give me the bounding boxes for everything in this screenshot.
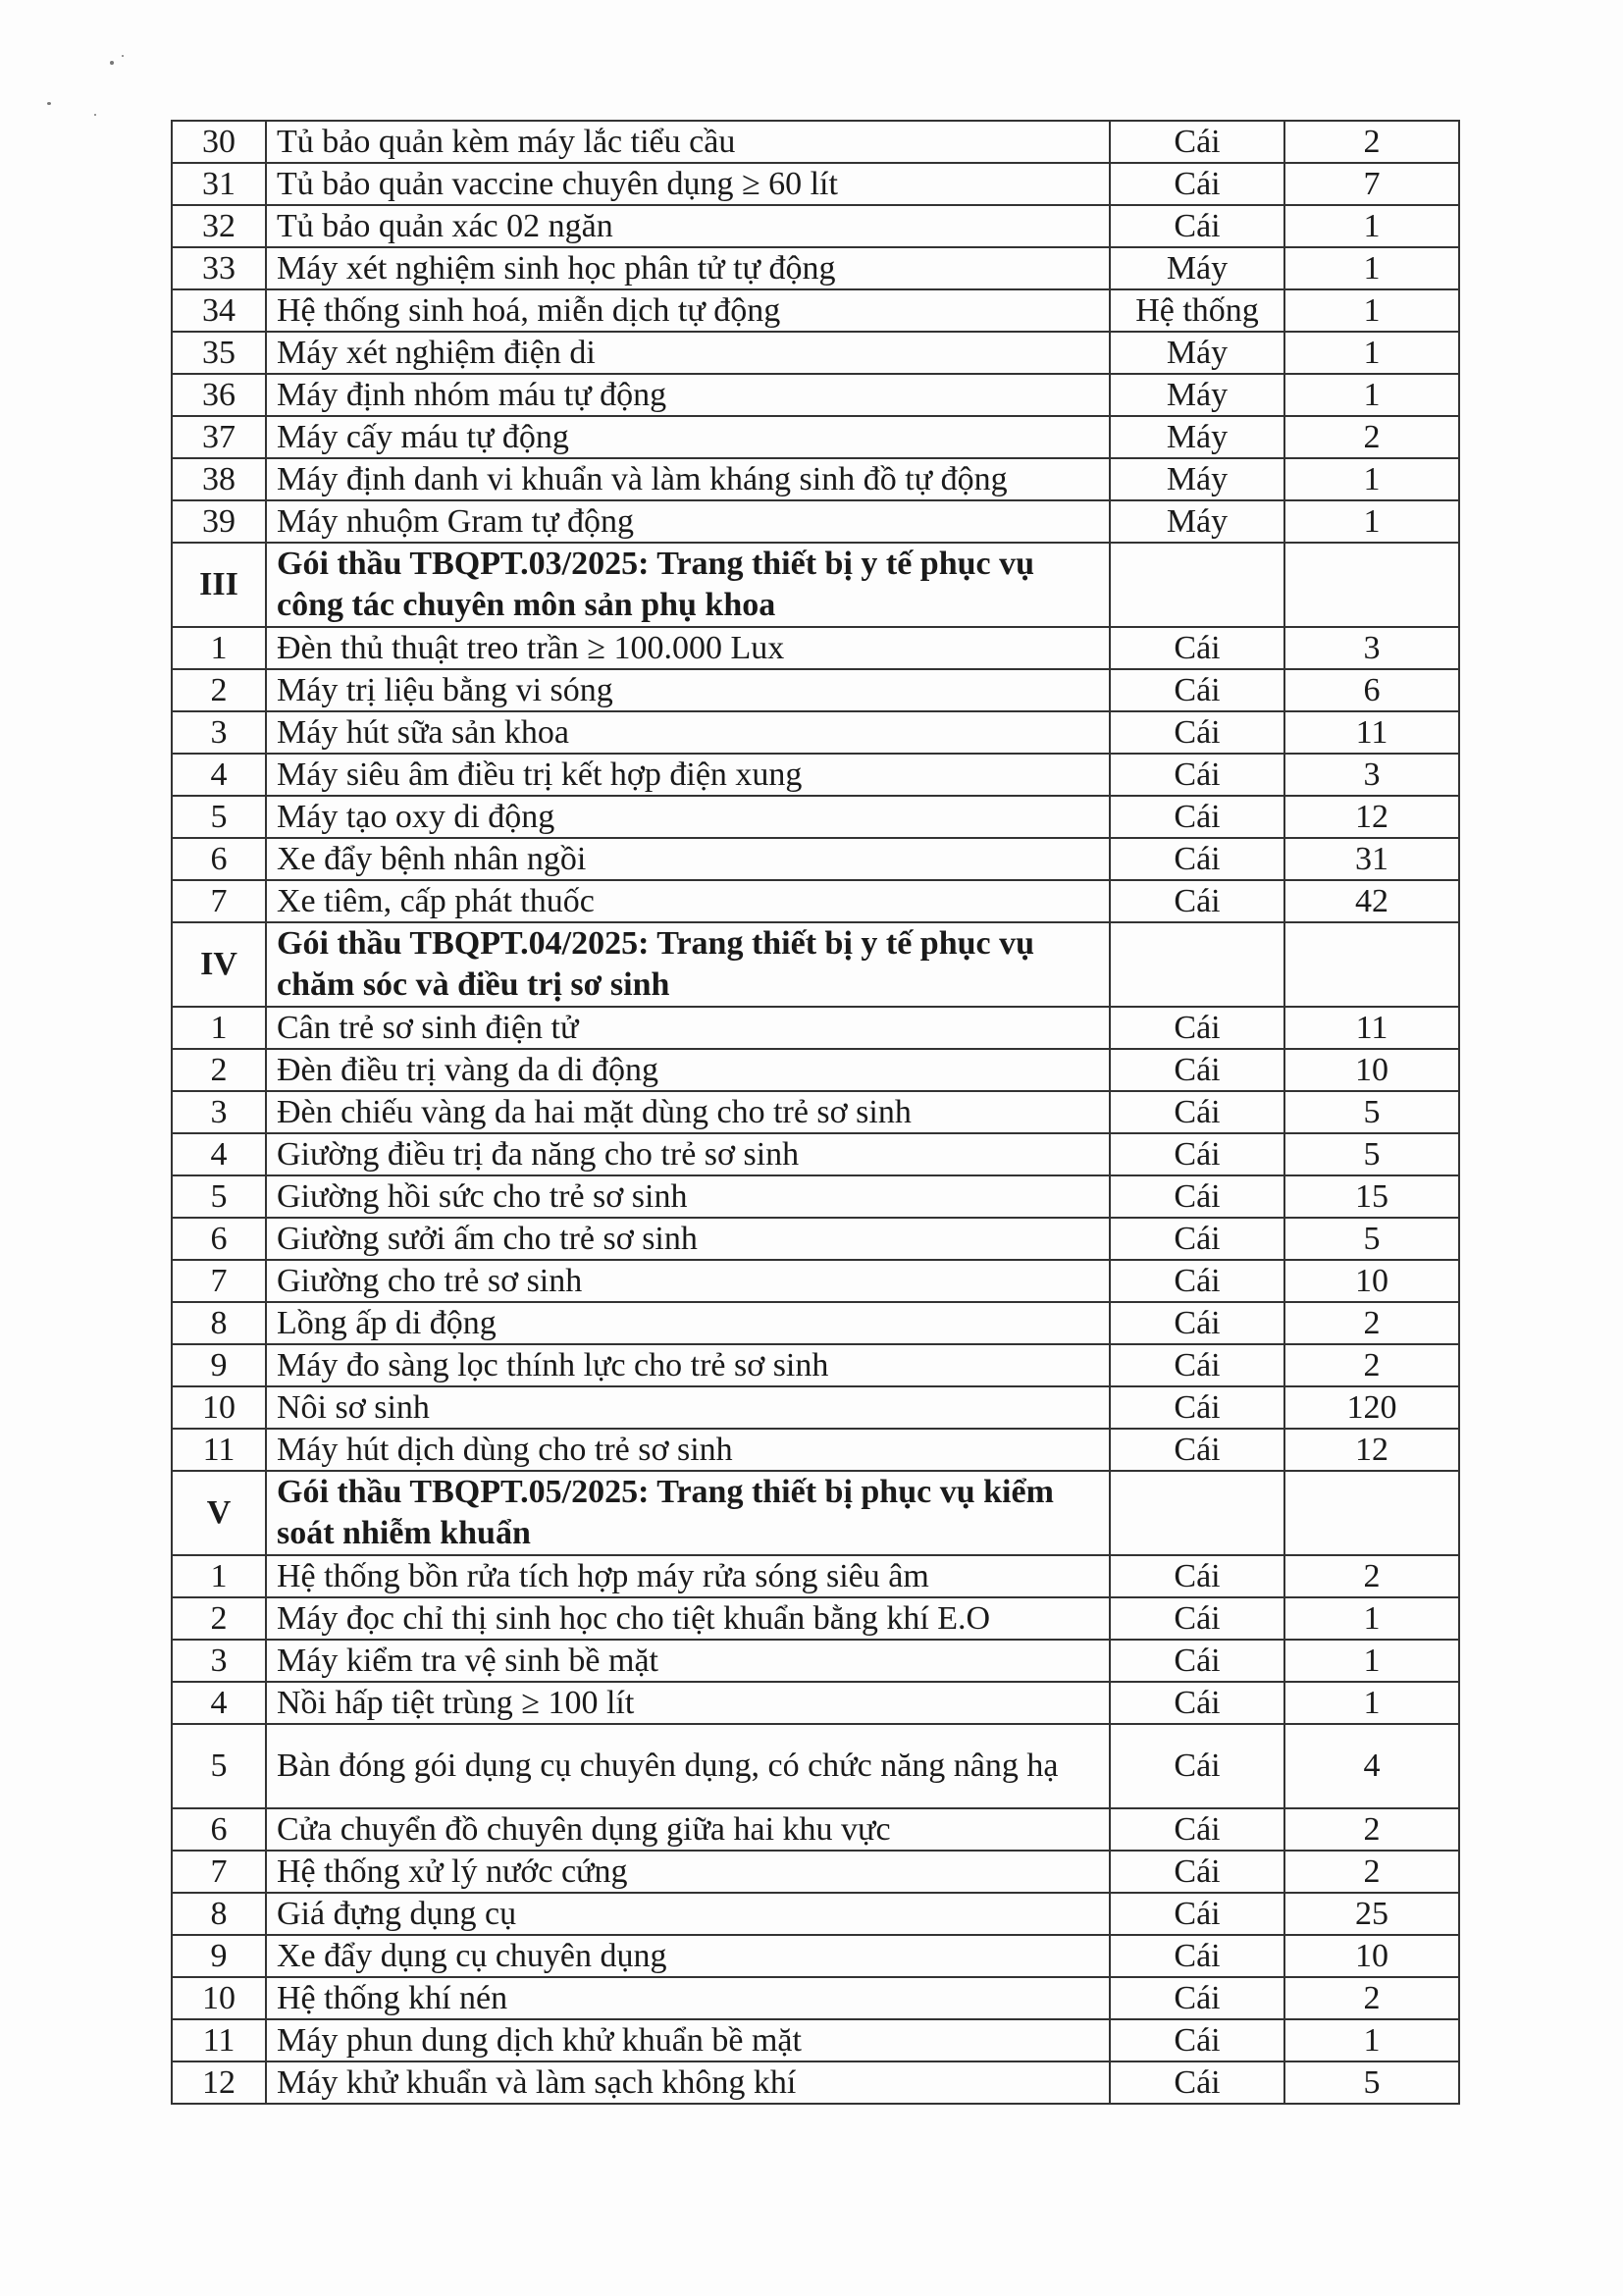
row-number: 4	[172, 1682, 266, 1724]
item-unit: Cái	[1110, 1893, 1284, 1935]
table-row	[172, 1555, 1459, 1597]
table-row	[172, 1260, 1459, 1302]
item-name: Hệ thống xử lý nước cứng	[266, 1851, 1110, 1893]
row-number: 5	[172, 796, 266, 838]
item-unit: Máy	[1110, 332, 1284, 374]
table-row	[172, 247, 1459, 289]
item-unit: Cái	[1110, 1175, 1284, 1218]
item-unit: Cái	[1110, 1724, 1284, 1808]
item-unit: Cái	[1110, 1429, 1284, 1471]
row-number: 4	[172, 1133, 266, 1175]
item-name: Giường cho trẻ sơ sinh	[266, 1260, 1110, 1302]
item-name: Máy định nhóm máu tự động	[266, 374, 1110, 416]
item-quantity: 1	[1284, 500, 1459, 543]
table-row	[172, 458, 1459, 500]
item-unit: Cái	[1110, 1260, 1284, 1302]
table-row	[172, 289, 1459, 332]
section-header-row	[172, 1471, 1459, 1555]
table-row	[172, 1893, 1459, 1935]
item-name: Lồng ấp di động	[266, 1302, 1110, 1344]
item-quantity: 5	[1284, 1091, 1459, 1133]
item-name: Giá đựng dụng cụ	[266, 1893, 1110, 1935]
item-name: Máy hút sữa sản khoa	[266, 711, 1110, 754]
item-unit: Cái	[1110, 1049, 1284, 1091]
row-number: 32	[172, 205, 266, 247]
item-unit: Cái	[1110, 1344, 1284, 1386]
item-name: Máy khử khuẩn và làm sạch không khí	[266, 2061, 1110, 2104]
table-row	[172, 1640, 1459, 1682]
item-quantity: 2	[1284, 1555, 1459, 1597]
item-quantity: 2	[1284, 1977, 1459, 2019]
item-unit: Cái	[1110, 2061, 1284, 2104]
item-unit: Cái	[1110, 1386, 1284, 1429]
item-quantity: 12	[1284, 796, 1459, 838]
row-number: 9	[172, 1935, 266, 1977]
row-number: 1	[172, 627, 266, 669]
item-quantity: 3	[1284, 627, 1459, 669]
item-unit: Cái	[1110, 1302, 1284, 1344]
table-row	[172, 1429, 1459, 1471]
item-name: Đèn thủ thuật treo trần ≥ 100.000 Lux	[266, 627, 1110, 669]
scan-speck	[47, 102, 51, 105]
item-name: Giường điều trị đa năng cho trẻ sơ sinh	[266, 1133, 1110, 1175]
item-name: Đèn chiếu vàng da hai mặt dùng cho trẻ sơ sinh	[266, 1091, 1110, 1133]
row-number: 5	[172, 1175, 266, 1218]
table-row	[172, 1935, 1459, 1977]
table-row	[172, 2061, 1459, 2104]
item-quantity: 6	[1284, 669, 1459, 711]
item-quantity: 1	[1284, 205, 1459, 247]
row-number: 11	[172, 1429, 266, 1471]
row-number: 5	[172, 1724, 266, 1808]
item-unit	[1110, 543, 1284, 627]
row-number: 3	[172, 1640, 266, 1682]
row-number: 6	[172, 838, 266, 880]
item-name: Gói thầu TBQPT.03/2025: Trang thiết bị y tế phục vụ công tác chuyên môn sản phụ khoa	[266, 543, 1110, 627]
item-quantity: 1	[1284, 247, 1459, 289]
item-unit: Cái	[1110, 1133, 1284, 1175]
item-quantity: 42	[1284, 880, 1459, 922]
item-name: Máy nhuộm Gram tự động	[266, 500, 1110, 543]
item-unit: Cái	[1110, 1597, 1284, 1640]
item-quantity	[1284, 543, 1459, 627]
item-unit: Cái	[1110, 1218, 1284, 1260]
row-number: 7	[172, 1260, 266, 1302]
item-unit: Máy	[1110, 247, 1284, 289]
table-row	[172, 500, 1459, 543]
item-unit: Máy	[1110, 500, 1284, 543]
item-quantity: 2	[1284, 416, 1459, 458]
row-number: 2	[172, 1597, 266, 1640]
table-row	[172, 1977, 1459, 2019]
item-quantity: 11	[1284, 1007, 1459, 1049]
table-row	[172, 163, 1459, 205]
row-number: 12	[172, 2061, 266, 2104]
row-number: 6	[172, 1218, 266, 1260]
row-number: V	[172, 1471, 266, 1555]
item-name: Xe tiêm, cấp phát thuốc	[266, 880, 1110, 922]
row-number: 30	[172, 121, 266, 163]
section-header-row	[172, 543, 1459, 627]
item-quantity: 10	[1284, 1935, 1459, 1977]
row-number: 6	[172, 1808, 266, 1851]
row-number: 7	[172, 880, 266, 922]
row-number: 1	[172, 1555, 266, 1597]
row-number: 37	[172, 416, 266, 458]
item-unit: Cái	[1110, 754, 1284, 796]
table-row	[172, 838, 1459, 880]
table-row	[172, 1175, 1459, 1218]
row-number: 35	[172, 332, 266, 374]
item-name: Cân trẻ sơ sinh điện tử	[266, 1007, 1110, 1049]
item-quantity: 2	[1284, 1302, 1459, 1344]
equipment-table	[171, 120, 1460, 2105]
item-quantity: 1	[1284, 289, 1459, 332]
item-unit: Cái	[1110, 1091, 1284, 1133]
item-unit: Cái	[1110, 163, 1284, 205]
item-quantity: 1	[1284, 1640, 1459, 1682]
table-row	[172, 205, 1459, 247]
item-name: Xe đẩy dụng cụ chuyên dụng	[266, 1935, 1110, 1977]
table-row	[172, 1007, 1459, 1049]
item-name: Gói thầu TBQPT.05/2025: Trang thiết bị phục vụ kiểm soát nhiễm khuẩn	[266, 1471, 1110, 1555]
row-number: IV	[172, 922, 266, 1007]
item-unit: Cái	[1110, 1640, 1284, 1682]
item-name: Hệ thống khí nén	[266, 1977, 1110, 2019]
table-row	[172, 711, 1459, 754]
item-quantity: 11	[1284, 711, 1459, 754]
row-number: 8	[172, 1893, 266, 1935]
item-name: Tủ bảo quản kèm máy lắc tiểu cầu	[266, 121, 1110, 163]
item-quantity: 2	[1284, 1344, 1459, 1386]
item-name: Máy hút dịch dùng cho trẻ sơ sinh	[266, 1429, 1110, 1471]
item-quantity: 120	[1284, 1386, 1459, 1429]
item-quantity: 1	[1284, 1597, 1459, 1640]
table-row	[172, 1724, 1459, 1808]
item-name: Máy cấy máu tự động	[266, 416, 1110, 458]
item-name: Máy siêu âm điều trị kết hợp điện xung	[266, 754, 1110, 796]
item-unit: Cái	[1110, 2019, 1284, 2061]
item-name: Đèn điều trị vàng da di động	[266, 1049, 1110, 1091]
row-number: 3	[172, 711, 266, 754]
row-number: 31	[172, 163, 266, 205]
item-name: Gói thầu TBQPT.04/2025: Trang thiết bị y tế phục vụ chăm sóc và điều trị sơ sinh	[266, 922, 1110, 1007]
table-row	[172, 627, 1459, 669]
scan-speck	[110, 61, 114, 65]
item-unit: Cái	[1110, 1977, 1284, 2019]
item-quantity: 1	[1284, 1682, 1459, 1724]
item-quantity	[1284, 922, 1459, 1007]
item-name: Máy phun dung dịch khử khuẩn bề mặt	[266, 2019, 1110, 2061]
item-name: Máy kiểm tra vệ sinh bề mặt	[266, 1640, 1110, 1682]
item-name: Giường hồi sức cho trẻ sơ sinh	[266, 1175, 1110, 1218]
table-row	[172, 374, 1459, 416]
equipment-table-body	[172, 121, 1459, 2104]
row-number: 10	[172, 1386, 266, 1429]
item-quantity: 10	[1284, 1260, 1459, 1302]
item-quantity: 2	[1284, 121, 1459, 163]
item-name: Máy xét nghiệm điện di	[266, 332, 1110, 374]
table-row	[172, 1302, 1459, 1344]
item-unit: Máy	[1110, 416, 1284, 458]
item-name: Máy đọc chỉ thị sinh học cho tiệt khuẩn bằng khí E.O	[266, 1597, 1110, 1640]
item-name: Máy xét nghiệm sinh học phân tử tự động	[266, 247, 1110, 289]
item-quantity: 1	[1284, 374, 1459, 416]
item-name: Hệ thống sinh hoá, miễn dịch tự động	[266, 289, 1110, 332]
scan-speck	[94, 114, 96, 116]
table-row	[172, 2019, 1459, 2061]
item-quantity: 1	[1284, 2019, 1459, 2061]
item-quantity: 2	[1284, 1851, 1459, 1893]
item-unit: Cái	[1110, 669, 1284, 711]
item-unit: Cái	[1110, 838, 1284, 880]
item-quantity: 5	[1284, 2061, 1459, 2104]
row-number: 38	[172, 458, 266, 500]
row-number: III	[172, 543, 266, 627]
item-quantity: 7	[1284, 163, 1459, 205]
table-row	[172, 416, 1459, 458]
item-unit: Cái	[1110, 205, 1284, 247]
section-header-row	[172, 922, 1459, 1007]
table-row	[172, 1218, 1459, 1260]
item-unit	[1110, 922, 1284, 1007]
item-unit: Cái	[1110, 1682, 1284, 1724]
row-number: 8	[172, 1302, 266, 1344]
item-unit: Cái	[1110, 1555, 1284, 1597]
row-number: 33	[172, 247, 266, 289]
item-name: Nôi sơ sinh	[266, 1386, 1110, 1429]
item-name: Cửa chuyển đồ chuyên dụng giữa hai khu vực	[266, 1808, 1110, 1851]
item-quantity: 4	[1284, 1724, 1459, 1808]
row-number: 11	[172, 2019, 266, 2061]
table-row	[172, 121, 1459, 163]
row-number: 34	[172, 289, 266, 332]
item-name: Tủ bảo quản vaccine chuyên dụng ≥ 60 lít	[266, 163, 1110, 205]
table-row	[172, 669, 1459, 711]
table-row	[172, 1344, 1459, 1386]
item-quantity: 31	[1284, 838, 1459, 880]
item-quantity: 1	[1284, 458, 1459, 500]
row-number: 10	[172, 1977, 266, 2019]
table-row	[172, 1133, 1459, 1175]
row-number: 9	[172, 1344, 266, 1386]
row-number: 4	[172, 754, 266, 796]
item-unit: Hệ thống	[1110, 289, 1284, 332]
table-row	[172, 1808, 1459, 1851]
item-name: Xe đẩy bệnh nhân ngồi	[266, 838, 1110, 880]
item-quantity: 15	[1284, 1175, 1459, 1218]
item-unit: Máy	[1110, 374, 1284, 416]
item-name: Bàn đóng gói dụng cụ chuyên dụng, có chức năng nâng hạ	[266, 1724, 1110, 1808]
item-quantity: 5	[1284, 1218, 1459, 1260]
table-row	[172, 332, 1459, 374]
item-name: Giường sưởi ấm cho trẻ sơ sinh	[266, 1218, 1110, 1260]
item-name: Tủ bảo quản xác 02 ngăn	[266, 205, 1110, 247]
item-name: Nồi hấp tiệt trùng ≥ 100 lít	[266, 1682, 1110, 1724]
row-number: 3	[172, 1091, 266, 1133]
item-unit: Cái	[1110, 1851, 1284, 1893]
scan-speck	[122, 55, 124, 57]
row-number: 2	[172, 669, 266, 711]
item-unit: Cái	[1110, 1007, 1284, 1049]
item-quantity: 3	[1284, 754, 1459, 796]
item-quantity: 25	[1284, 1893, 1459, 1935]
item-unit	[1110, 1471, 1284, 1555]
item-name: Máy định danh vi khuẩn và làm kháng sinh đồ tự động	[266, 458, 1110, 500]
row-number: 1	[172, 1007, 266, 1049]
table-row	[172, 1386, 1459, 1429]
item-unit: Cái	[1110, 1808, 1284, 1851]
table-row	[172, 754, 1459, 796]
item-name: Hệ thống bồn rửa tích hợp máy rửa sóng siêu âm	[266, 1555, 1110, 1597]
item-quantity	[1284, 1471, 1459, 1555]
table-row	[172, 1682, 1459, 1724]
item-name: Máy tạo oxy di động	[266, 796, 1110, 838]
item-unit: Máy	[1110, 458, 1284, 500]
table-row	[172, 1091, 1459, 1133]
row-number: 36	[172, 374, 266, 416]
table-row	[172, 796, 1459, 838]
item-unit: Cái	[1110, 627, 1284, 669]
item-unit: Cái	[1110, 121, 1284, 163]
item-quantity: 5	[1284, 1133, 1459, 1175]
table-row	[172, 1851, 1459, 1893]
item-unit: Cái	[1110, 711, 1284, 754]
item-unit: Cái	[1110, 796, 1284, 838]
table-row	[172, 880, 1459, 922]
item-quantity: 10	[1284, 1049, 1459, 1091]
item-name: Máy trị liệu bằng vi sóng	[266, 669, 1110, 711]
row-number: 2	[172, 1049, 266, 1091]
item-quantity: 2	[1284, 1808, 1459, 1851]
table-row	[172, 1597, 1459, 1640]
item-quantity: 1	[1284, 332, 1459, 374]
table-row	[172, 1049, 1459, 1091]
row-number: 39	[172, 500, 266, 543]
row-number: 7	[172, 1851, 266, 1893]
item-name: Máy đo sàng lọc thính lực cho trẻ sơ sinh	[266, 1344, 1110, 1386]
item-unit: Cái	[1110, 880, 1284, 922]
item-unit: Cái	[1110, 1935, 1284, 1977]
item-quantity: 12	[1284, 1429, 1459, 1471]
